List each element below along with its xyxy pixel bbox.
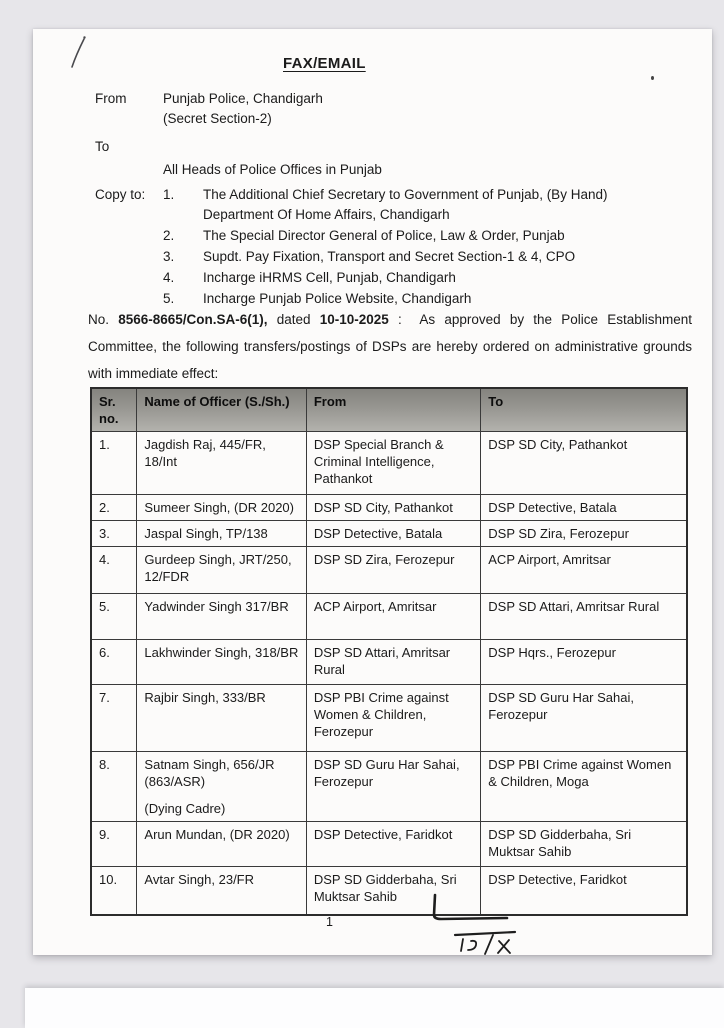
cell-officer-name: Satnam Singh, 656/JR (863/ASR) (Dying Cadre) (137, 752, 306, 822)
cell-officer-name: Rajbir Singh, 333/BR (137, 685, 306, 752)
transfer-table-body (91, 432, 687, 915)
cell-from-posting: DSP Special Branch & Criminal Intelligence, Pathankot (306, 432, 480, 495)
cell-to-posting: DSP SD Attari, Amritsar Rural (481, 594, 687, 640)
cell-officer-name: Jagdish Raj, 445/FR, 18/Int (137, 432, 306, 495)
cell-from-posting: ACP Airport, Amritsar (306, 594, 480, 640)
cell-to-posting: DSP Detective, Faridkot (481, 867, 687, 915)
order-no-label: No. (88, 312, 110, 327)
cell-from-posting: DSP SD Gidderbaha, Sri Muktsar Sahib (306, 867, 480, 915)
copy-to-item (95, 185, 675, 225)
cell-from-posting: DSP SD City, Pathankot (306, 495, 480, 521)
table-row (91, 495, 687, 521)
copy-to-item-number: 5. (163, 291, 175, 306)
cell-to-posting: DSP Hqrs., Ferozepur (481, 640, 687, 685)
copy-to-item-text: Incharge Punjab Police Website, Chandigarh (203, 291, 472, 306)
cell-to-posting: DSP SD Zira, Ferozepur (481, 521, 687, 547)
order-body-text: As approved by the Police Establishment Committee, the following transfers/postings of DSPs are hereby ordered on administrative grounds with immediate effect: (88, 312, 692, 381)
cell-sr-no: 6. (91, 640, 137, 685)
cell-from-posting: DSP SD Zira, Ferozepur (306, 547, 480, 594)
officer-name-note: (Dying Cadre) (144, 801, 226, 816)
cell-officer-name: Arun Mundan, (DR 2020) (137, 822, 306, 867)
copy-to-item-number: 4. (163, 270, 175, 285)
cell-sr-no: 2. (91, 495, 137, 521)
cell-sr-no: 9. (91, 822, 137, 867)
table-row (91, 867, 687, 915)
order-separator: : (398, 312, 402, 327)
copy-to-item-number: 1. (163, 187, 175, 202)
cell-from-posting: DSP SD Guru Har Sahai, Ferozepur (306, 752, 480, 822)
table-row (91, 521, 687, 547)
copy-to-item-number: 2. (163, 228, 175, 243)
copy-to-item (95, 247, 675, 267)
page-number: 1 (326, 915, 333, 929)
cell-sr-no: 3. (91, 521, 137, 547)
table-column-header: To (481, 388, 687, 432)
table-row (91, 547, 687, 594)
cell-sr-no: 7. (91, 685, 137, 752)
handwritten-slash-icon (66, 31, 96, 71)
document-page-1 (33, 29, 712, 955)
cell-from-posting: DSP PBI Crime against Women & Children, Ferozepur (306, 685, 480, 752)
cell-sr-no: 4. (91, 547, 137, 594)
cell-sr-no: 5. (91, 594, 137, 640)
cell-to-posting: DSP Detective, Batala (481, 495, 687, 521)
cell-officer-name: Sumeer Singh, (DR 2020) (137, 495, 306, 521)
copy-to-item-text: The Additional Chief Secretary to Government of Punjab, (By Hand) Department Of Home Affairs, Chandigarh (203, 187, 608, 222)
table-column-header: Name of Officer (S./Sh.) (137, 388, 306, 432)
next-page-edge (25, 988, 724, 1028)
ink-speck (651, 76, 654, 80)
cell-officer-name: Gurdeep Singh, JRT/250, 12/FDR (137, 547, 306, 594)
from-value (163, 89, 323, 129)
table-row (91, 685, 687, 752)
copy-to-item (95, 268, 675, 288)
cell-to-posting: DSP SD City, Pathankot (481, 432, 687, 495)
table-row (91, 752, 687, 822)
table-column-header: From (306, 388, 480, 432)
cell-from-posting: DSP Detective, Faridkot (306, 822, 480, 867)
cell-officer-name: Jaspal Singh, TP/138 (137, 521, 306, 547)
from-row (95, 89, 655, 129)
cell-to-posting: DSP SD Gidderbaha, Sri Muktsar Sahib (481, 822, 687, 867)
from-line-1: Punjab Police, Chandigarh (163, 91, 323, 106)
copy-to-item (95, 226, 675, 246)
copy-to-item-number: 3. (163, 249, 175, 264)
to-value: All Heads of Police Offices in Punjab (163, 162, 382, 177)
transfer-postings-table (90, 387, 688, 916)
cell-sr-no: 10. (91, 867, 137, 915)
handwritten-signature-icon (421, 889, 541, 955)
order-date: 10-10-2025 (319, 312, 389, 327)
copy-to-item-text: Incharge iHRMS Cell, Punjab, Chandigarh (203, 270, 456, 285)
cell-to-posting: DSP SD Guru Har Sahai, Ferozepur (481, 685, 687, 752)
table-column-header: Sr. no. (91, 388, 137, 432)
cell-sr-no: 8. (91, 752, 137, 822)
copy-to-item-text: Supdt. Pay Fixation, Transport and Secret Section-1 & 4, CPO (203, 249, 576, 264)
order-reference-number: 8566-8665/Con.SA-6(1), (118, 312, 268, 327)
cell-to-posting: DSP PBI Crime against Women & Children, Moga (481, 752, 687, 822)
table-row (91, 432, 687, 495)
copy-to-list (95, 185, 675, 310)
order-dated-label: dated (276, 312, 311, 327)
cell-officer-name: Yadwinder Singh 317/BR (137, 594, 306, 640)
from-label: From (95, 91, 127, 106)
table-row (91, 594, 687, 640)
cell-from-posting: DSP SD Attari, Amritsar Rural (306, 640, 480, 685)
document-title: FAX/EMAIL (283, 55, 366, 72)
order-paragraph (88, 306, 692, 387)
table-row (91, 640, 687, 685)
cell-to-posting: ACP Airport, Amritsar (481, 547, 687, 594)
table-row (91, 822, 687, 867)
cell-officer-name: Lakhwinder Singh, 318/BR (137, 640, 306, 685)
address-block (95, 89, 655, 180)
cell-officer-name: Avtar Singh, 23/FR (137, 867, 306, 915)
cell-from-posting: DSP Detective, Batala (306, 521, 480, 547)
table-header-row (91, 388, 687, 432)
copy-to-label: Copy to: (95, 187, 146, 202)
cell-sr-no: 1. (91, 432, 137, 495)
from-line-2: (Secret Section-2) (163, 111, 272, 126)
copy-to-item-text: The Special Director General of Police, Law & Order, Punjab (203, 228, 565, 243)
to-label: To (95, 139, 110, 154)
